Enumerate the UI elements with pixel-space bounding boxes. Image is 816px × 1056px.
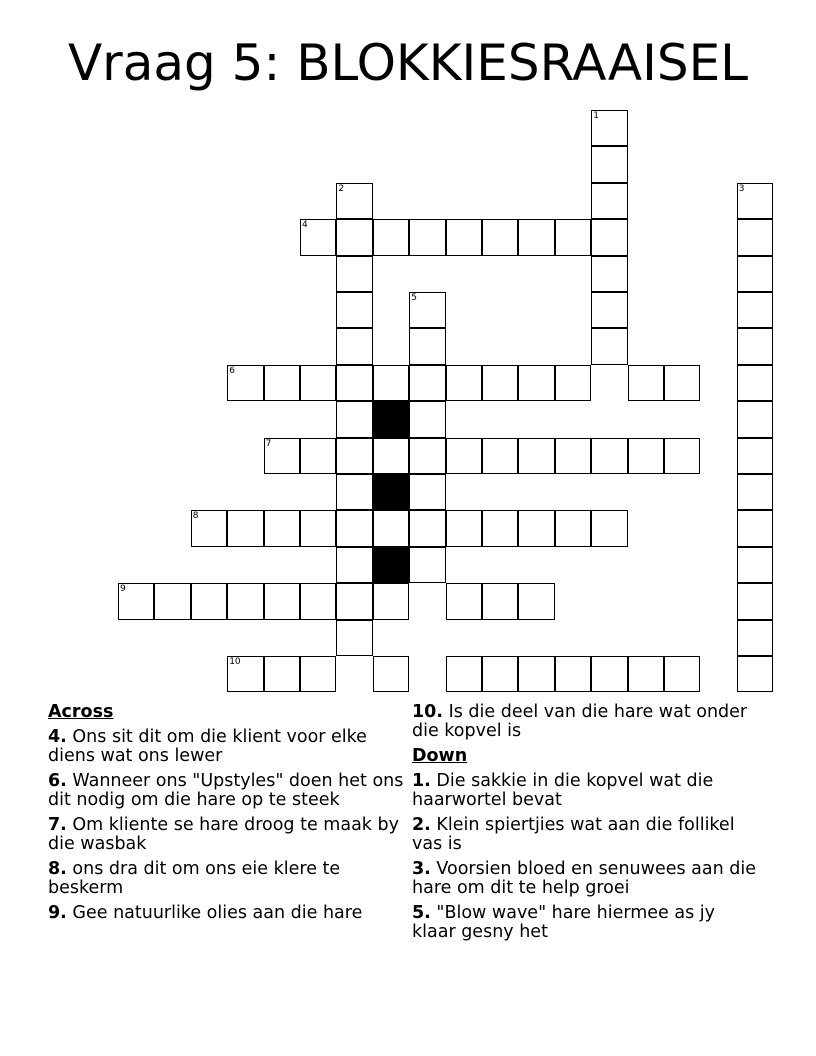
page-title: Vraag 5: BLOKKIESRAAISEL [67, 34, 749, 92]
crossword-cell[interactable] [518, 510, 554, 546]
crossword-cell[interactable] [664, 365, 700, 401]
crossword-cell[interactable] [737, 547, 773, 583]
clue-across-8 [48, 860, 408, 898]
crossword-cell[interactable] [446, 438, 482, 474]
crossword-cell[interactable] [336, 620, 372, 656]
crossword-cell[interactable] [518, 583, 554, 619]
crossword-cell[interactable] [300, 656, 336, 692]
crossword-block [373, 547, 409, 583]
crossword-cell[interactable] [336, 292, 372, 328]
clue-down-5 [412, 904, 762, 942]
crossword-cell[interactable] [482, 438, 518, 474]
crossword-cell[interactable] [737, 583, 773, 619]
clue-text: Klein spiertjies wat aan die follikel vas is [412, 815, 735, 854]
crossword-cell[interactable] [264, 510, 300, 546]
crossword-cell[interactable] [482, 510, 518, 546]
cell-number: 8 [192, 511, 199, 522]
crossword-cell[interactable] [118, 583, 154, 619]
crossword-cell[interactable] [737, 438, 773, 474]
crossword-cell[interactable] [591, 510, 627, 546]
clue-across-10 [412, 703, 762, 741]
clue-number: 5. [412, 903, 431, 923]
clue-text: Is die deel van die hare wat onder die kopvel is [412, 702, 748, 741]
crossword-cell[interactable] [591, 328, 627, 364]
crossword-cell[interactable] [336, 256, 372, 292]
cell-number: 9 [120, 584, 126, 595]
cell-number: 3 [738, 183, 745, 194]
crossword-cell[interactable] [336, 583, 372, 619]
crossword-cell[interactable] [409, 401, 445, 437]
crossword-cell[interactable] [737, 292, 773, 328]
cell-number: 6 [229, 365, 235, 376]
clue-number: 7. [48, 815, 67, 835]
clue-down-3 [412, 860, 762, 898]
crossword-cell[interactable] [409, 547, 445, 583]
crossword-cell[interactable] [373, 583, 409, 619]
crossword-cell[interactable] [191, 510, 227, 546]
crossword-cell[interactable] [518, 365, 554, 401]
crossword-cell[interactable] [737, 183, 773, 219]
crossword-block [373, 474, 409, 510]
crossword-cell[interactable] [591, 146, 627, 182]
clue-across-6 [48, 772, 408, 810]
clue-text: Die sakkie in die kopvel wat die haarwortel bevat [412, 771, 714, 810]
crossword-cell[interactable] [737, 474, 773, 510]
clue-across-7 [48, 816, 408, 854]
crossword-cell[interactable] [300, 510, 336, 546]
clues-left-column [48, 703, 408, 929]
crossword-cell[interactable] [409, 438, 445, 474]
crossword-cell[interactable] [555, 438, 591, 474]
crossword-cell[interactable] [300, 583, 336, 619]
clue-text: Voorsien bloed en senuwees aan die hare om dit te help groei [412, 859, 756, 898]
clue-number: 3. [412, 859, 431, 879]
crossword-cell[interactable] [482, 365, 518, 401]
crossword-cell[interactable] [446, 583, 482, 619]
crossword-cell[interactable] [336, 365, 372, 401]
crossword-cell[interactable] [591, 110, 627, 146]
crossword-cell[interactable] [227, 656, 263, 692]
crossword-cell[interactable] [446, 656, 482, 692]
clue-number: 2. [412, 815, 431, 835]
crossword-cell[interactable] [591, 219, 627, 255]
clue-text: ons dra dit om ons eie klere te beskerm [48, 859, 341, 898]
crossword-cell[interactable] [373, 510, 409, 546]
cell-number: 7 [265, 438, 272, 449]
clues-right-column [412, 703, 762, 948]
crossword-cell[interactable] [264, 656, 300, 692]
crossword-cell[interactable] [482, 656, 518, 692]
down-heading: Down [412, 746, 468, 766]
crossword-cell[interactable] [518, 219, 554, 255]
crossword-cell[interactable] [555, 219, 591, 255]
crossword-cell[interactable] [336, 183, 372, 219]
clue-text: Ons sit dit om die klient voor elke diens wat ons lewer [48, 727, 367, 766]
crossword-cell[interactable] [373, 656, 409, 692]
crossword-cell[interactable] [264, 438, 300, 474]
crossword-cell[interactable] [555, 656, 591, 692]
crossword-block [373, 401, 409, 437]
clue-down-2 [412, 816, 762, 854]
clue-number: 6. [48, 771, 67, 791]
cell-number: 1 [593, 111, 599, 121]
crossword-cell[interactable] [737, 328, 773, 364]
crossword-cell[interactable] [737, 365, 773, 401]
crossword-cell[interactable] [628, 365, 664, 401]
clue-number: 9. [48, 903, 67, 923]
crossword-cell[interactable] [300, 219, 336, 255]
cell-number: 10 [229, 657, 241, 667]
crossword-cell[interactable] [628, 438, 664, 474]
crossword-cell[interactable] [628, 656, 664, 692]
crossword-cell[interactable] [336, 474, 372, 510]
crossword-cell[interactable] [737, 656, 773, 692]
clue-number: 4. [48, 727, 67, 747]
crossword-cell[interactable] [409, 292, 445, 328]
crossword-cell[interactable] [591, 183, 627, 219]
crossword-cell[interactable] [409, 510, 445, 546]
crossword-cell[interactable] [737, 510, 773, 546]
crossword-cell[interactable] [555, 510, 591, 546]
crossword-cell[interactable] [336, 219, 372, 255]
crossword-cell[interactable] [154, 583, 190, 619]
crossword-cell[interactable] [336, 438, 372, 474]
crossword-cell[interactable] [518, 656, 554, 692]
crossword-cell[interactable] [300, 438, 336, 474]
crossword-cell[interactable] [409, 219, 445, 255]
crossword-cell[interactable] [446, 365, 482, 401]
crossword-cell[interactable] [446, 510, 482, 546]
crossword-cell[interactable] [373, 365, 409, 401]
clue-text: Gee natuurlike olies aan die hare [72, 903, 363, 923]
crossword-cell[interactable] [737, 620, 773, 656]
crossword-cell[interactable] [409, 474, 445, 510]
crossword-cell[interactable] [482, 583, 518, 619]
clue-across-9 [48, 904, 408, 923]
clue-text: Wanneer ons "Upstyles" doen het ons dit nodig om die hare op te steek [48, 771, 404, 810]
across-heading: Across [48, 702, 114, 722]
crossword-cell[interactable] [336, 547, 372, 583]
cell-number: 2 [338, 183, 345, 194]
crossword-cell[interactable] [300, 365, 336, 401]
crossword-cell[interactable] [336, 510, 372, 546]
crossword-cell[interactable] [336, 401, 372, 437]
crossword-cell[interactable] [664, 438, 700, 474]
clue-number: 1. [412, 771, 431, 791]
clue-down-1 [412, 772, 762, 810]
crossword-cell[interactable] [264, 365, 300, 401]
crossword-cell[interactable] [446, 219, 482, 255]
crossword-cell[interactable] [591, 438, 627, 474]
cell-number: 4 [302, 220, 308, 231]
cell-number: 5 [411, 293, 417, 303]
clue-number: 10. [412, 702, 444, 722]
crossword-cell[interactable] [737, 401, 773, 437]
crossword-cell[interactable] [264, 583, 300, 619]
crossword-cell[interactable] [409, 328, 445, 364]
crossword-cell[interactable] [555, 365, 591, 401]
clue-number: 8. [48, 859, 67, 879]
crossword-cell[interactable] [336, 328, 372, 364]
clue-text: "Blow wave" hare hiermee as jy klaar gesny het [412, 903, 716, 942]
crossword-cell[interactable] [591, 292, 627, 328]
crossword-cell[interactable] [227, 510, 263, 546]
crossword-cell[interactable] [518, 438, 554, 474]
crossword-cell[interactable] [409, 365, 445, 401]
crossword-cell[interactable] [227, 583, 263, 619]
crossword-cell[interactable] [373, 438, 409, 474]
crossword-cell[interactable] [591, 656, 627, 692]
crossword-cell[interactable] [227, 365, 263, 401]
crossword-cell[interactable] [482, 219, 518, 255]
crossword-cell[interactable] [591, 256, 627, 292]
clue-text: Om kliente se hare droog te maak by die wasbak [48, 815, 399, 854]
crossword-cell[interactable] [373, 219, 409, 255]
crossword-cell[interactable] [664, 656, 700, 692]
crossword-cell[interactable] [737, 219, 773, 255]
crossword-cell[interactable] [191, 583, 227, 619]
crossword-cell[interactable] [737, 256, 773, 292]
clue-across-4 [48, 728, 408, 766]
